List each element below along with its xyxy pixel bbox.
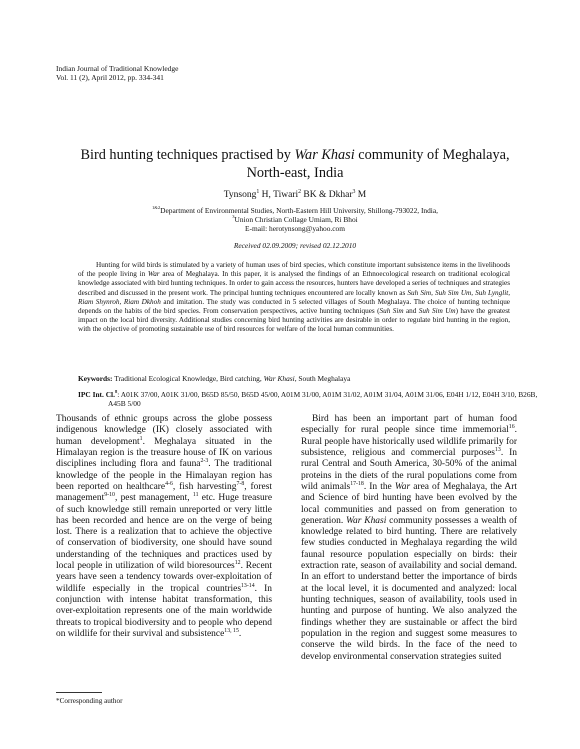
journal-citation: Vol. 11 (2), April 2012, pp. 334-341	[56, 73, 164, 82]
ipc-classification: IPC Int. Cl.$^8$: A01K 37/00, A01K 31/00, B65D 85/50, B65D 45/00, A01M 31/00, A01M 31/02, A01M 31/04, A01M 31/06, E04H 1/12, E04H 3/10, B26B, A45B 5/00	[78, 389, 538, 409]
abstract: Hunting for wild birds is stimulated by a variety of human uses of bird species, which constitute important subsistence items in the livelihoods of the people living in War area of Meghalaya. In this paper, it is analysed the findings of an Ethnoecological research on traditional ecological knowledge associated with bird hunting techniques. In order to gain access the resources, hunters have developed a series of techniques and strategies described and discussed in the present work. The principal hunting techniques encountered are locally known as Suh Sim, Suh Sim Um, Suh Lynglit, Riam Shynroh, Riam Dkhoh and imitation. The study was conducted in 5 selected villages of South Meghalaya. The choice of hunting technique depends on the habits of the bird species. From conservation perspectives, active hunting techniques (Suh Sim and Suh Sim Um) have the greatest impact on the local bird diversity. Additional studies concerning bird hunting activities are desirable in order to regulate bird hunting in the region, with the objective of promoting sustainable use of bird resources for welfare of the local human communities.	[78, 261, 510, 334]
corresponding-author-note: *Corresponding author	[56, 697, 123, 705]
author-list: Tynsong$^1$ H, Tiwari$^2$ BK & Dkhar$^3$ M	[223, 189, 367, 200]
body-column-left: Thousands of ethnic groups across the globe possess indigenous knowledge (IK) closely associated with human development$^1$. Meghalaya situated in the Himalayan region is the treasure house of IK on various disciplines including flora and fauna$^{2-3}$. The traditional knowledge of the people in the Himalayan region has been reported on healthcare$^{4-6}$, fish harvesting$^{7-8}$, forest management$^{9-10}$, pest management, $^{11}$ etc. Huge treasure of such knowledge still remain unreported or very little has been recorded and hence are on the verge of being lost. There is a realization that to achieve the objective of conservation of biodiversity, one should have sound understanding of the techniques and practices used by local people in utilization of wild bioresources$^{12}$. Recent years have seen a tendency towards over-exploitation of wildlife especially in the tropical countries$^{13-14}$. In conjunction with intense habitat transformation, this over-exploitation represents one of the main worldwide threats to tropical biodiversity and to people who depend on wildlife for their survival and subsistence$^{13, 15}$.	[56, 414, 273, 639]
article-title: Bird hunting techniques practised by War Khasi community of Meghalaya, North-east, India	[80, 147, 510, 181]
email: E-mail: herotynsong@yahoo.com	[245, 224, 345, 234]
footnote-rule	[56, 692, 102, 693]
affiliations: $^{1\&2}$Department of Environmental Studies, North-Eastern Hill University, Shillong-793022, India, $^3$Union Christian Collage Umiam, Ri Bhoi E-mail: herotynsong@yahoo.com	[56, 206, 534, 234]
journal-name: Indian Journal of Traditional Knowledge	[56, 64, 179, 73]
keywords: Keywords: Traditional Ecological Knowledge, Bird catching, War Khasi, South Meghalaya	[78, 374, 351, 383]
received-dates: Received 02.09.2009; revised 02.12.2010	[233, 241, 357, 250]
journal-header	[56, 64, 178, 82]
body-column-right: Bird has been an important part of human food especially for rural people since time immemorial$^{16}$. Rural people have historically used wildlife primarily for subsistence, religious and commercial purposes$^{13}$. In rural Central and South America, 30-50% of the animal proteins in the diets of the rural populations come from wild animals$^{17-18}$. In the War area of Meghalaya, the Art and Science of bird hunting have been evolved by the local communities and passed on from generation to generation. War Khasi community possesses a wealth of knowledge related to bird hunting. There are relatively few studies conducted in Meghalaya regarding the wild faunal resource population especially on birds: their extraction rate, season of availability and social demand. In an effort to understand better the importance of birds at the local level, it is documented and analyzed: local hunting techniques, season of availability, tools used in hunting and purpose of hunting. We also analyzed the findings whether they are sustainable or affect the bird population in the region and suggest some measures to conserve the wild birds. In the face of the need to develop environmental conservation strategies suited	[301, 414, 517, 662]
